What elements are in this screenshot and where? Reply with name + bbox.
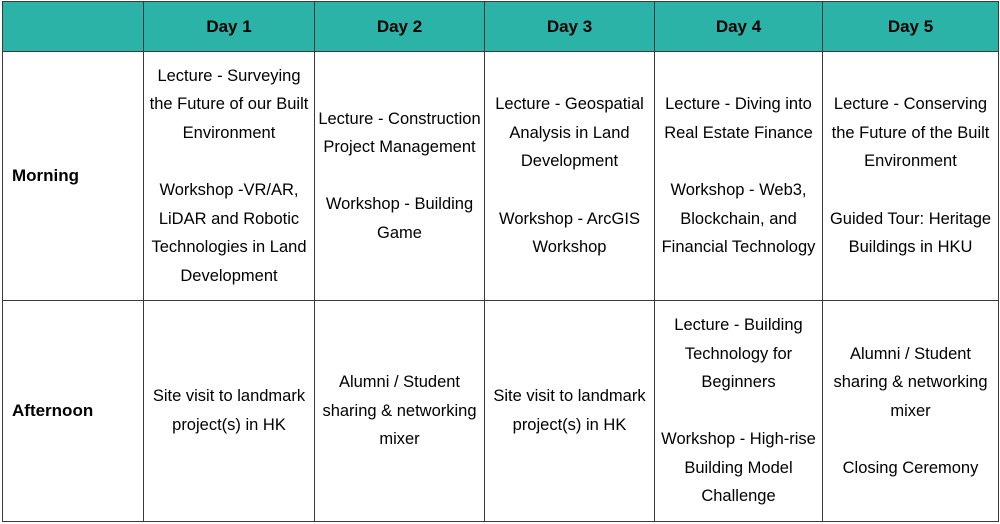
morning-day-1-cell: [144, 52, 315, 301]
header-day-3: Day 3: [485, 2, 655, 52]
morning-row: [3, 52, 999, 301]
afternoon-day-1-activity: Site visit to landmark project(s) in HK: [152, 387, 306, 434]
morning-day-3-lecture: Lecture - Geospatial Analysis in Land Development: [495, 95, 644, 171]
morning-day-3-workshop: Workshop - ArcGIS Workshop: [499, 209, 640, 257]
morning-day-2-lecture: Lecture - Construction Project Management: [318, 109, 481, 157]
row-label-afternoon: Afternoon: [3, 301, 144, 522]
morning-day-5-tour: Guided Tour: Heritage Buildings in HKU: [829, 209, 992, 257]
morning-day-2-cell: [315, 52, 485, 301]
row-label-morning: Morning: [3, 52, 144, 301]
afternoon-day-1-cell: [144, 301, 315, 522]
header-day-2: Day 2: [315, 2, 485, 52]
morning-day-4-workshop: Workshop - Web3, Blockchain, and Financial Technology: [661, 181, 816, 257]
schedule-table: [2, 1, 999, 522]
header-corner-cell: [3, 2, 144, 52]
header-day-1: Day 1: [144, 2, 315, 52]
morning-day-1-workshop: Workshop -VR/AR, LiDAR and Robotic Technologies in Land Development: [151, 181, 307, 285]
afternoon-day-5-activity: Alumni / Student sharing & networking mixer: [833, 344, 988, 420]
morning-day-3-cell: [485, 52, 655, 301]
afternoon-day-2-cell: [315, 301, 485, 522]
morning-day-5-lecture: Lecture - Conserving the Future of the Built Environment: [831, 95, 990, 171]
morning-day-1-lecture: Lecture - Surveying the Future of our Built Environment: [149, 66, 309, 142]
afternoon-day-4-workshop: Workshop - High-rise Building Model Challenge: [661, 430, 816, 506]
afternoon-day-3-cell: [485, 301, 655, 522]
afternoon-day-2-activity: Alumni / Student sharing & networking mixer: [322, 373, 477, 449]
morning-day-5-cell: [823, 52, 999, 301]
header-day-4: Day 4: [655, 2, 823, 52]
afternoon-day-4-lecture: Lecture - Building Technology for Beginners: [674, 315, 803, 392]
header-day-5: Day 5: [823, 2, 999, 52]
afternoon-day-5-cell: [823, 301, 999, 522]
afternoon-row: [3, 301, 999, 522]
morning-day-2-workshop: Workshop - Building Game: [325, 195, 474, 242]
afternoon-day-4-cell: [655, 301, 823, 522]
afternoon-day-5-closing: Closing Ceremony: [842, 458, 979, 477]
afternoon-day-3-activity: Site visit to landmark project(s) in HK: [493, 387, 646, 434]
morning-day-4-cell: [655, 52, 823, 301]
header-row: [3, 2, 999, 52]
morning-day-4-lecture: Lecture - Diving into Real Estate Finance: [664, 95, 813, 142]
